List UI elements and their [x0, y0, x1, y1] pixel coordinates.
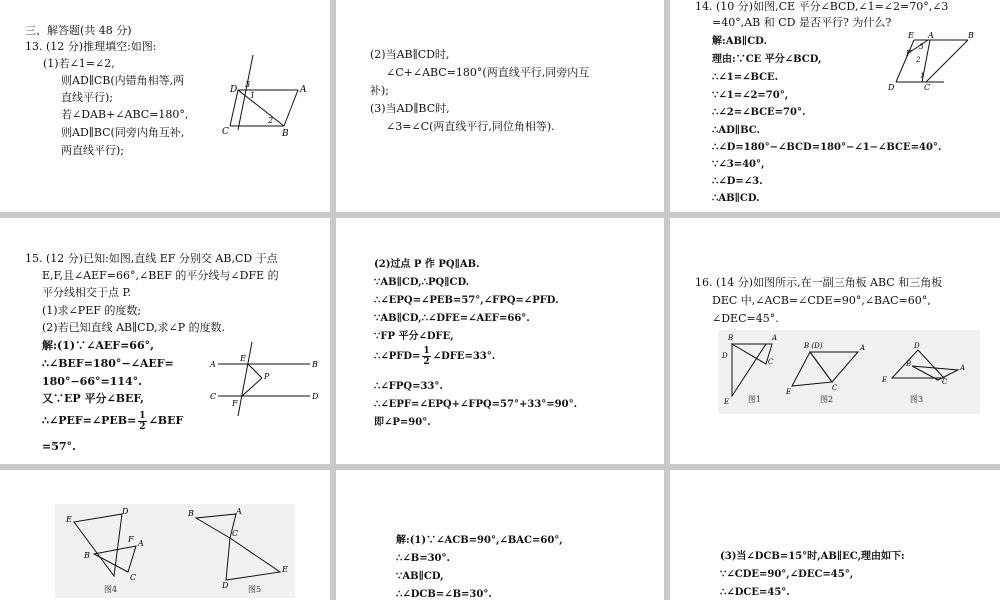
figure-5-caption: 图5	[248, 585, 262, 594]
solution-line: ∵AB∥CD,∴∠DFE=∠AEF=66°.	[374, 313, 530, 324]
question-14-title: 14. (10 分)如图,CE 平分∠BCD,∠1=∠2=70°,∠3	[695, 0, 949, 13]
slide-q13-part1	[0, 0, 330, 212]
answer-line: 两直线平行);	[61, 144, 124, 157]
label-angle-2: 2	[916, 56, 921, 64]
figure-4	[62, 506, 152, 586]
solution-line: ∴AB∥CD.	[712, 193, 760, 204]
label-angle-1: 1	[250, 91, 256, 100]
solution-line: ∵AB∥CD,	[396, 571, 444, 582]
solution-line: 理由:∵CE 平分∠BCD,	[712, 54, 822, 65]
label-E: E	[882, 376, 888, 384]
solution-line: ∴∠DCE=45°.	[720, 587, 790, 598]
solution-line: ∴AD∥BC.	[712, 125, 760, 136]
label-D: D	[122, 507, 129, 516]
label-C: C	[130, 573, 137, 582]
label-D: D	[722, 352, 728, 360]
question-15-line: (2)若已知直线 AB∥CD,求∠P 的度数.	[42, 321, 226, 334]
solution-line: ∴∠1=∠BCE.	[712, 72, 779, 83]
solution-line: ∴∠2=∠BCE=70°.	[712, 107, 806, 118]
answer-line: ∠C+∠ABC=180°(两直线平行,同旁内互	[386, 66, 590, 79]
label-A: A	[138, 539, 144, 548]
solution-line: ∵AB∥CD,∴PQ∥CD.	[374, 277, 470, 288]
label-B: B	[906, 360, 912, 368]
slide-q13-part2	[336, 0, 664, 212]
fraction-numerator: 1	[139, 410, 146, 421]
solution-line: =57°.	[42, 440, 76, 453]
question-13-title: 13. (12 分)推理填空:如图:	[25, 40, 157, 53]
label-C: C	[924, 83, 931, 92]
label-P: P	[264, 372, 270, 381]
answer-line: 直线平行);	[61, 91, 113, 104]
figure-3-caption: 图3	[910, 395, 924, 404]
question-15-line: (1)求∠PEF 的度数;	[42, 304, 142, 317]
label-B: B	[728, 334, 734, 342]
solution-line: 180°−66°=114°.	[42, 375, 142, 388]
label-angle-3: 3	[245, 80, 251, 89]
figure-1-caption: 图1	[748, 395, 762, 404]
slide-q16-part1	[670, 218, 1000, 464]
answer-line: (1)若∠1=∠2,	[43, 57, 115, 70]
label-B: B	[312, 360, 318, 369]
parallelogram-figure	[218, 50, 318, 150]
label-C: C	[768, 358, 774, 366]
label-A: A	[860, 344, 866, 352]
answer-line: 补);	[370, 84, 389, 97]
slide-q14	[670, 0, 1000, 212]
fraction-one-half	[422, 346, 430, 367]
solution-line: ∴∠D=180°−∠BCD=180°−∠1−∠BCE=40°.	[712, 142, 942, 153]
label-D: D	[230, 85, 238, 95]
solution-line: ∴∠D=∠3.	[712, 176, 763, 187]
fraction-prefix: ∴∠PEF=∠PEB=	[42, 414, 137, 427]
label-D: D	[222, 581, 229, 590]
label-E: E	[66, 515, 72, 524]
question-16-line: 16. (14 分)如图所示,在一副三角板 ABC 和三角板	[695, 276, 943, 289]
slide-q16-part3	[670, 470, 1000, 600]
question-15-line: E,F,且∠AEF=66°,∠BEF 的平分线与∠DFE 的	[42, 269, 279, 282]
solution-line: ∵FP 平分∠DFE,	[374, 331, 454, 342]
label-B: B	[188, 509, 194, 518]
label-F: F	[128, 535, 134, 544]
fraction-suffix: ∠BEF	[148, 414, 184, 427]
label-E: E	[908, 31, 914, 40]
label-E: E	[724, 398, 730, 406]
solution-line: 即∠P=90°.	[374, 417, 431, 428]
label-C: C	[832, 384, 838, 392]
solution-line: (2)过点 P 作 PQ∥AB.	[374, 259, 480, 270]
figure-2-caption: 图2	[820, 395, 834, 404]
solution-line: (3)当∠DCB=15°时,AB∥EC,理由如下:	[720, 551, 905, 562]
label-angle-3: 3	[919, 43, 924, 51]
slide-q16-part2	[336, 470, 664, 600]
figure-2	[786, 338, 876, 402]
section-title: 三、解答题(共 48 分)	[25, 24, 132, 37]
solution-line: ∴∠EPF=∠EPQ+∠FPQ=57°+33°=90°.	[374, 399, 578, 410]
solution-line: ∴∠BEF=180°−∠AEF=	[42, 357, 174, 370]
label-C: C	[942, 378, 948, 386]
answer-line: ∠3=∠C(两直线平行,同位角相等).	[386, 120, 555, 133]
figure-5	[184, 507, 294, 590]
answer-line: 则AD∥BC(同旁内角互补,	[61, 126, 185, 139]
solution-line: ∵∠1=∠2=70°,	[712, 90, 789, 101]
parallel-lines-figure	[210, 340, 320, 420]
label-F: F	[232, 399, 238, 408]
solution-line-fraction	[374, 346, 495, 368]
label-E: E	[786, 388, 792, 396]
label-C: C	[210, 392, 217, 401]
fraction-numerator: 1	[423, 346, 430, 356]
solution-line: 又∵EP 平分∠BEF,	[42, 392, 144, 405]
label-BD: B (D)	[804, 342, 823, 350]
label-A: A	[772, 334, 778, 342]
label-D: D	[312, 392, 319, 401]
fraction-prefix: ∴∠PFD=	[374, 351, 421, 362]
question-14-title-2: =40°,AB 和 CD 是否平行? 为什么?	[712, 16, 892, 29]
solution-line-fraction	[42, 410, 183, 432]
question-15-line: 15. (12 分)已知:如图,直线 EF 分别交 AB,CD 于点	[25, 252, 278, 265]
question-15-line: 平分线相交于点 P.	[42, 286, 132, 299]
fraction-suffix: ∠DFE=33°.	[432, 351, 496, 362]
label-D: D	[888, 83, 895, 92]
slide-q15-part1	[0, 218, 330, 464]
solution-line: ∵∠3=40°,	[712, 159, 765, 170]
label-B: B	[84, 551, 90, 560]
label-E: E	[240, 354, 246, 363]
solution-line: ∴∠B=30°.	[396, 553, 450, 564]
question-16-line: ∠DEC=45°.	[712, 312, 779, 325]
solution-line: 解:AB∥CD.	[712, 36, 767, 47]
label-A: A	[928, 31, 934, 40]
solution-line: ∴∠FPQ=33°.	[374, 381, 443, 392]
answer-line: (2)当AB∥CD时,	[370, 48, 450, 61]
solution-line: ∴∠DCB=∠B=30°.	[396, 589, 492, 600]
label-E: E	[282, 565, 288, 574]
label-D: D	[914, 342, 920, 350]
solution-line: ∵∠CDE=90°,∠DEC=45°,	[720, 569, 854, 580]
label-B: B	[968, 31, 974, 40]
label-A: A	[960, 364, 966, 372]
label-A: A	[210, 360, 216, 369]
label-A: A	[236, 507, 242, 516]
answer-line: (3)当AD∥BC时,	[370, 102, 450, 115]
solution-line: 解:(1)∵∠ACB=90°,∠BAC=60°,	[396, 535, 563, 546]
label-A: A	[300, 85, 307, 95]
quadrilateral-figure	[886, 32, 986, 92]
question-16-line: DEC 中,∠ACB=∠CDE=90°,∠BAC=60°,	[712, 294, 931, 307]
answer-line: 则AD∥CB(内错角相等,两	[61, 74, 185, 87]
slide-q16-figures	[0, 470, 330, 600]
solution-line: 解:(1)∵∠AEF=66°,	[42, 339, 154, 352]
solution-line: ∴∠EPQ=∠PEB=57°,∠FPQ=∠PFD.	[374, 295, 559, 306]
label-angle-1: 1	[920, 72, 925, 80]
figure-4-caption: 图4	[104, 585, 118, 594]
label-F: F	[906, 49, 912, 58]
fraction-denominator: 2	[423, 357, 430, 367]
label-angle-2: 2	[268, 116, 274, 125]
label-C: C	[232, 529, 239, 538]
label-B: B	[282, 129, 289, 139]
answer-line: 若∠DAB+∠ABC=180°,	[61, 108, 189, 121]
fraction-denominator: 2	[139, 421, 146, 432]
fraction-one-half	[138, 411, 146, 432]
slide-q15-part2	[336, 218, 664, 464]
label-C: C	[222, 127, 229, 137]
figure-3	[882, 342, 974, 402]
